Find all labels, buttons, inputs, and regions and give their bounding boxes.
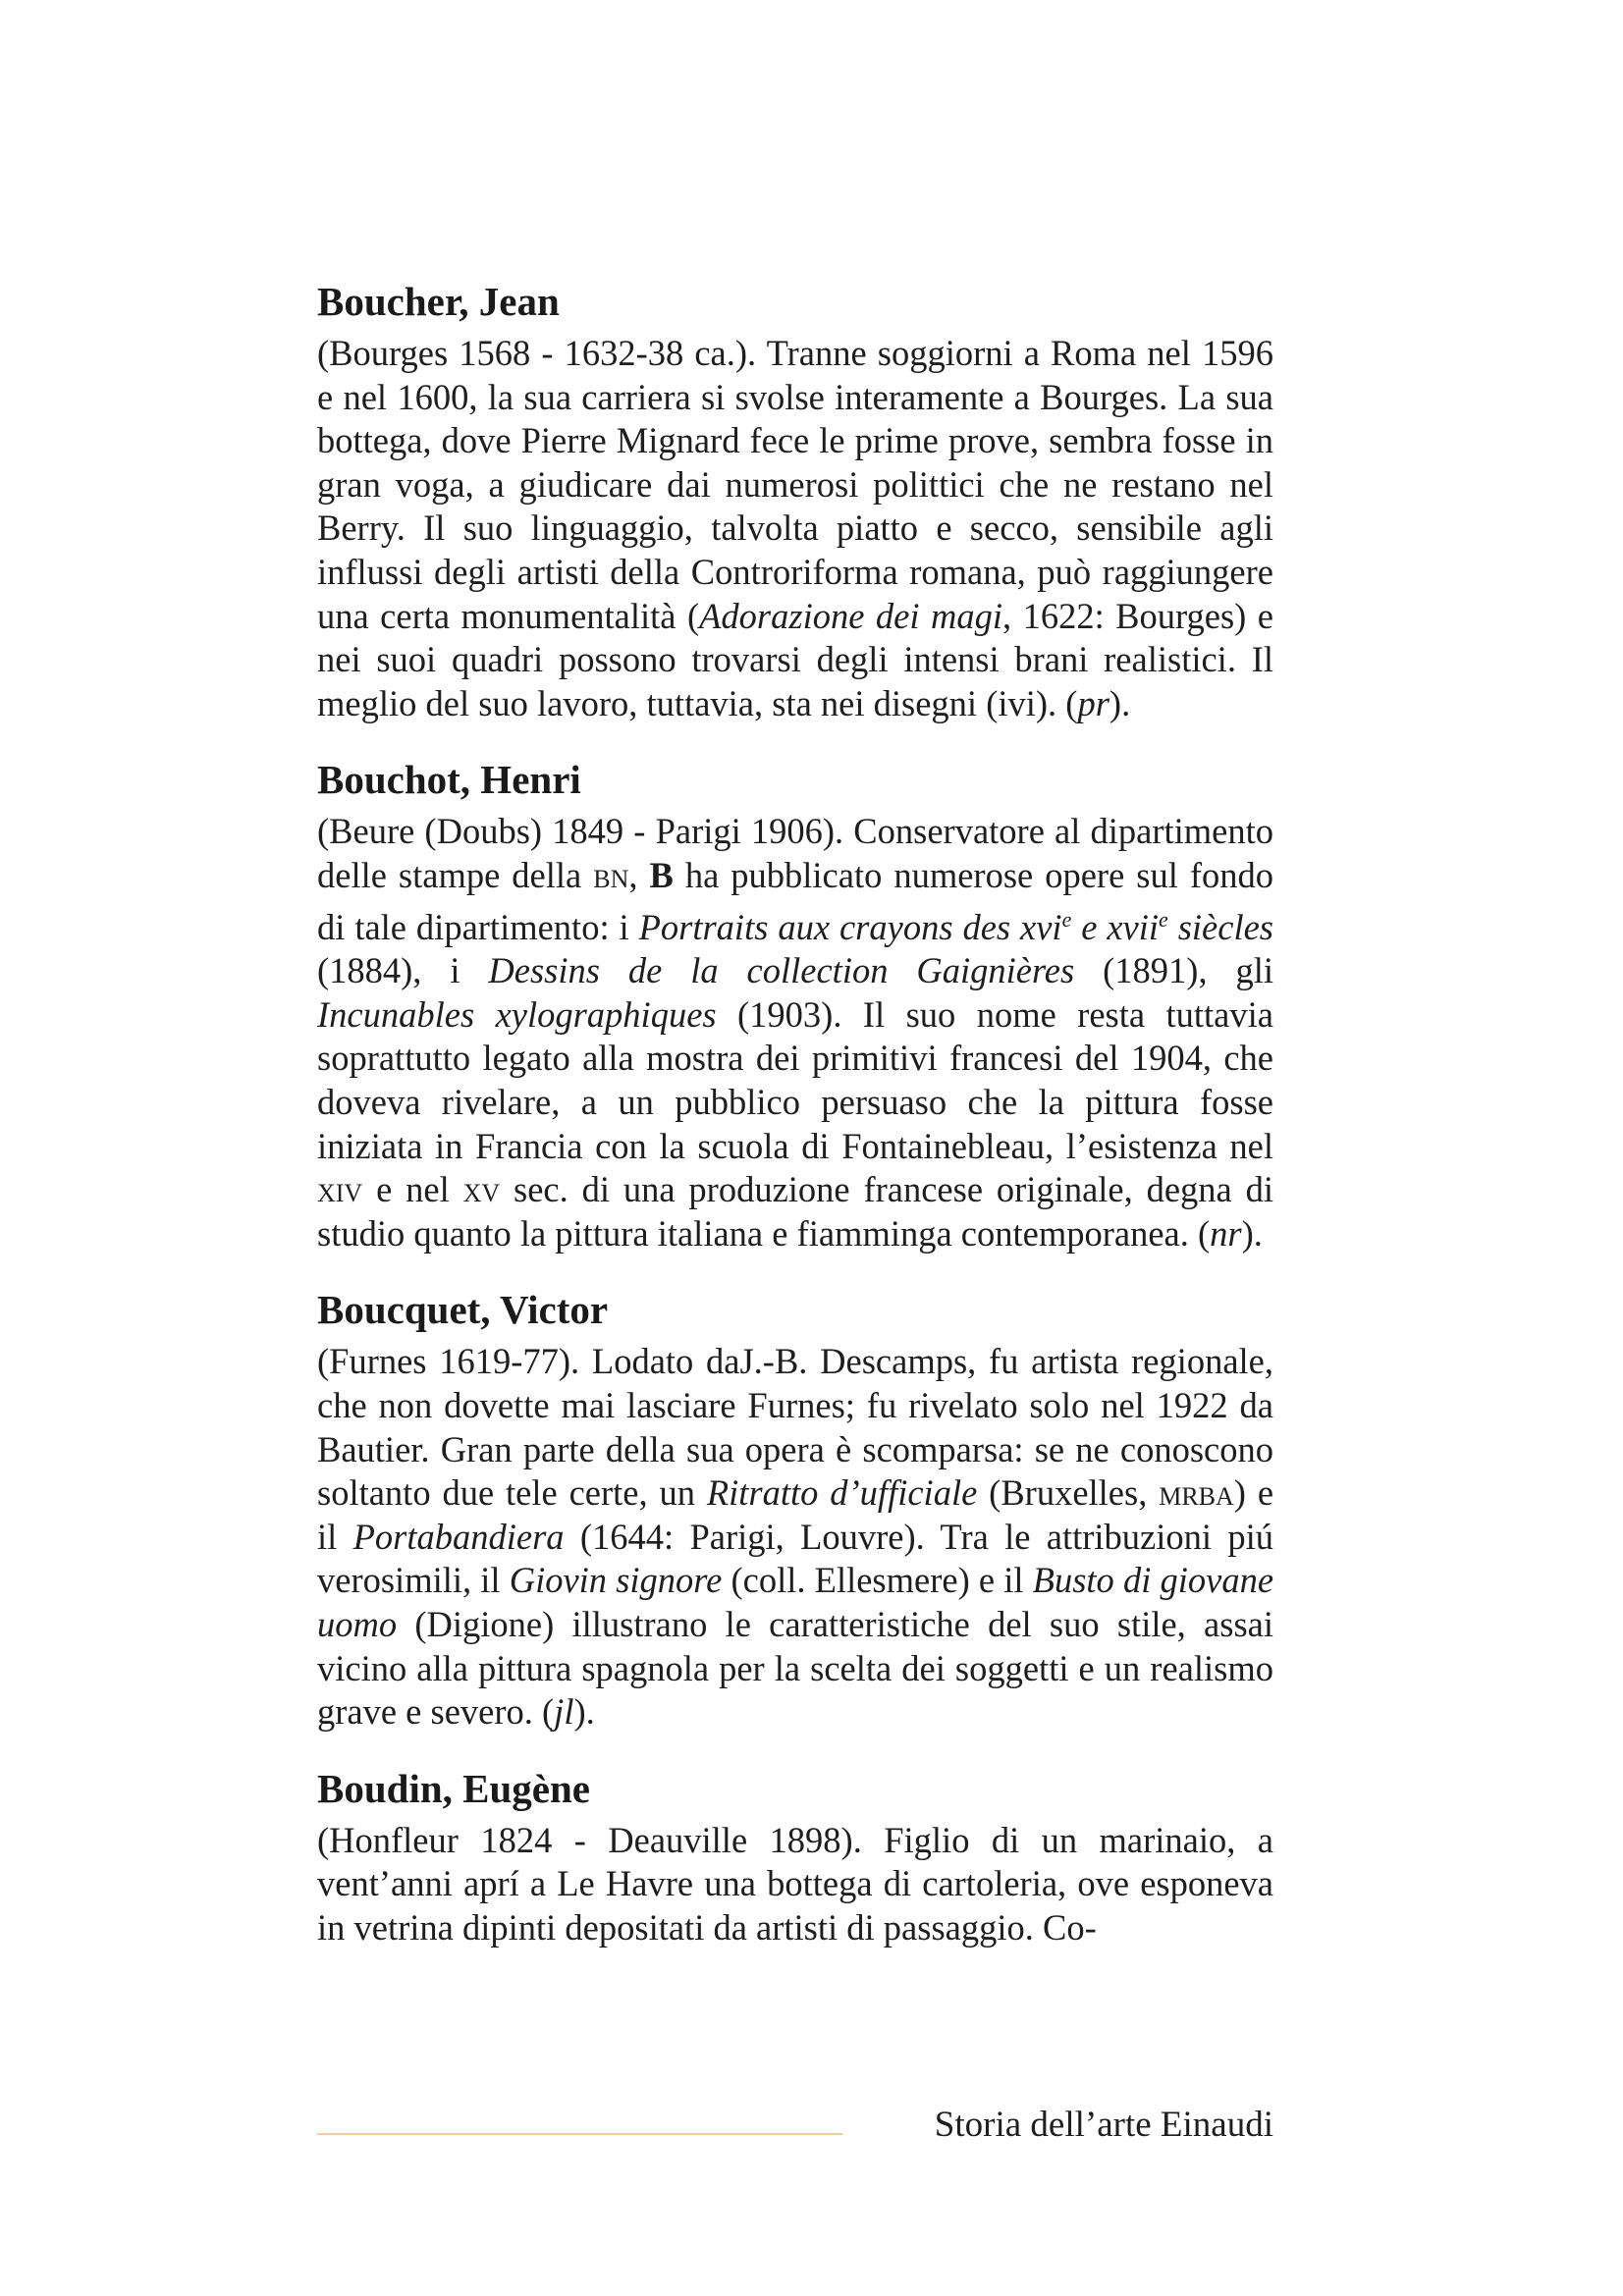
entry-italic-text: Ritratto d’ufficiale	[706, 1472, 978, 1514]
entry-text: ).	[573, 1691, 595, 1733]
entry-italic-text: siècles	[1167, 906, 1273, 947]
entry-text: ) e il	[317, 1472, 1274, 1557]
entry-italic-text: Portraits aux crayons des xvi	[638, 906, 1062, 947]
entry-text: (Digione) illustrano le caratteristiche del suo stile, assai vicino alla pittura spagnola per la scelta dei soggetti e un realismo grave e severo. (	[317, 1604, 1273, 1733]
entry-title: Boucher, Jean	[317, 279, 560, 324]
dictionary-entry	[317, 755, 1273, 1255]
entry-title: Bouchot, Henri	[317, 757, 581, 803]
entry-text: (Bourges 1568 - 1632-38 ca.). Tranne soggiorni a Roma nel 1596 e nel 1600, la sua carriera si svolse interamente a Bourges. La sua bottega, dove Pierre Mignard fece le prime prove, sembra fosse in gran voga, a giudicare dai numerosi polittici che ne restano nel Berry. Il suo linguaggio, talvolta piatto e secco, sensibile agli influssi degli artisti della Controriforma romana, può raggiungere una certa monumentalità (	[317, 333, 1273, 636]
entry-text: (Beure (Doubs) 1849 - Parigi 1906). Conservatore al dipartimento delle stampe della	[317, 811, 1273, 895]
entry-italic-text: nr	[1210, 1212, 1242, 1254]
page-footer	[317, 2101, 1273, 2160]
entry-abbreviation: bn	[593, 854, 629, 895]
entry-text: (1644: Parigi, Louvre). Tra le attribuzioni piú verosimili, il	[317, 1516, 1273, 1601]
entry-body	[317, 1340, 1273, 1734]
entry-text: e nel	[362, 1169, 463, 1210]
entry-text: , 1622: Bourges) e nei suoi quadri possono trovarsi degli intensi brani realistici. Il meglio del suo lavoro, tuttavia, sta nei disegni (ivi). (	[317, 595, 1274, 723]
entry-superscript: e	[1159, 906, 1168, 932]
entry-text: (1903). Il suo nome resta tuttavia soprattutto legato alla mostra dei primitivi francesi del 1904, che doveva rivelare, a un pubblico persuaso che la pittura fosse iniziata in Francia con la scuola di Fontainebleau, l’esistenza nel	[317, 993, 1273, 1166]
entry-text: (1891), gli	[1074, 950, 1274, 991]
dictionary-entry	[317, 1764, 1273, 1950]
entry-italic-text: jl	[554, 1691, 574, 1733]
dictionary-entries	[317, 277, 1273, 1980]
entry-italic-text: Dessins de la collection Gaignières	[488, 950, 1075, 991]
entry-body	[317, 1819, 1273, 1950]
entry-italic-text: pr	[1077, 682, 1109, 723]
footer-publisher-text: Storia dell’arte Einaudi	[934, 2105, 1273, 2145]
entry-italic-text: e xvii	[1071, 906, 1160, 947]
entry-text: ).	[1109, 682, 1131, 723]
entry-text: (Furnes 1619-77). Lodato daJ.-B. Descamps, fu artista regionale, che non dovette mai lasciare Furnes; fu rivelato solo nel 1922 da Bautier. Gran parte della sua opera è scomparsa: se ne conoscono soltanto due tele certe, un	[317, 1341, 1273, 1514]
entry-abbreviation: mrba	[1159, 1472, 1234, 1514]
dictionary-entry	[317, 1285, 1273, 1734]
entry-text: ha pubblicato numerose opere sul fondo di tale dipartimento: i	[317, 854, 1274, 947]
entry-italic-text: Incunables xylographiques	[317, 993, 717, 1035]
dictionary-entry	[317, 277, 1273, 725]
entry-italic-text: Giovin signore	[509, 1560, 723, 1601]
entry-superscript: e	[1061, 906, 1072, 932]
footer-rule	[317, 2133, 842, 2135]
entry-abbreviation: xv	[462, 1169, 501, 1210]
entry-italic-text: Busto di giovane uomo	[317, 1560, 1274, 1644]
entry-text: sec. di una produzione francese originale, degna di studio quanto la pittura italiana e fiamminga contemporanea. (	[317, 1169, 1273, 1254]
entry-text: ).	[1241, 1212, 1263, 1254]
entry-body	[317, 332, 1273, 725]
entry-text: (coll. Ellesmere) e il	[722, 1560, 1033, 1601]
entry-text: (1884), i	[317, 950, 489, 991]
entry-text: (Honfleur 1824 - Deauville 1898). Figlio di un marinaio, a vent’anni aprí a Le Havre una bottega di cartoleria, ove esponeva in vetrina dipinti depositati da artisti di passaggio. Co-	[317, 1819, 1273, 1948]
entry-text: ,	[628, 854, 650, 895]
entry-title: Boucquet, Victor	[317, 1287, 609, 1333]
entry-body	[317, 810, 1273, 1255]
entry-title: Boudin, Eugène	[317, 1765, 590, 1811]
entry-text: (Bruxelles,	[977, 1472, 1160, 1514]
entry-italic-text: Portabandiera	[352, 1516, 565, 1557]
entry-abbreviation: xiv	[317, 1169, 363, 1210]
entry-bold-initial: B	[649, 854, 674, 895]
entry-italic-text: Adorazione dei magi	[699, 595, 1002, 636]
